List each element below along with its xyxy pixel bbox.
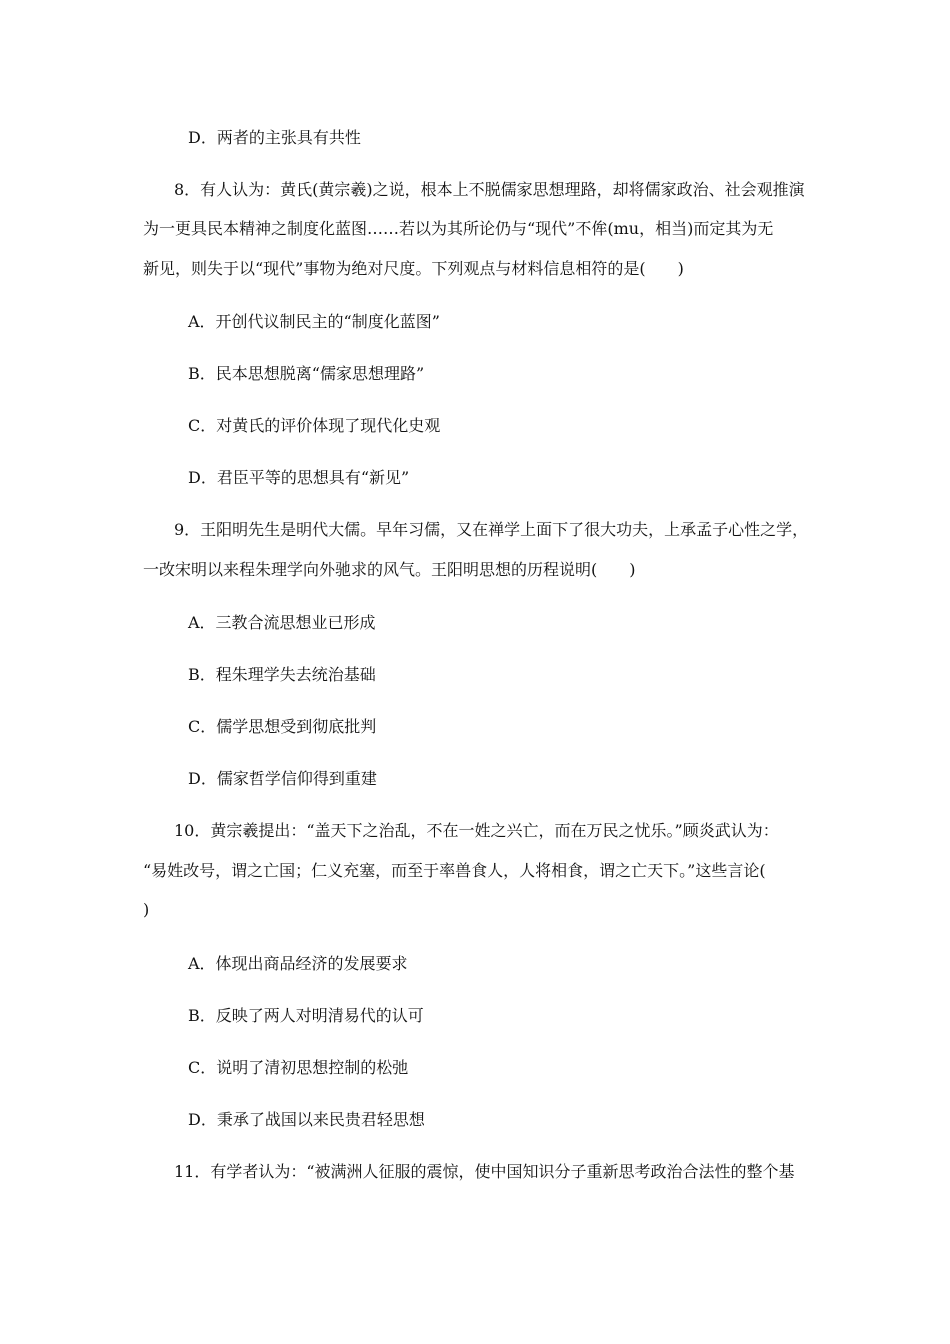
q10-stem-line-2: “易姓改号，谓之亡国；仁义充塞，而至于率兽食人，人将相食，谓之亡天下。”这些言论( xyxy=(143,861,766,880)
q9-option-d: D．儒家哲学信仰得到重建 xyxy=(188,769,377,788)
q7-option-d: D．两者的主张具有共性 xyxy=(188,128,361,147)
q10-option-a: A．体现出商品经济的发展要求 xyxy=(188,954,408,973)
q10-option-b: B．反映了两人对明清易代的认可 xyxy=(188,1006,424,1025)
q8-option-a: A．开创代议制民主的“制度化蓝图” xyxy=(188,312,440,331)
q10-stem-line-1: 10．黄宗羲提出：“盖天下之治乱，不在一姓之兴亡，而在万民之忧乐。”顾炎武认为： xyxy=(174,821,779,840)
q10-option-d: D．秉承了战国以来民贵君轻思想 xyxy=(188,1110,425,1129)
q8-option-d: D．君臣平等的思想具有“新见” xyxy=(188,468,410,487)
q8-stem-line-1: 8．有人认为：黄氏(黄宗羲)之说，根本上不脱儒家思想理路，却将儒家政治、社会观推演 xyxy=(174,180,805,199)
q8-stem-line-3: 新见，则失于以“现代”事物为绝对尺度。下列观点与材料信息相符的是( ) xyxy=(143,259,684,278)
q10-option-c: C．说明了清初思想控制的松弛 xyxy=(188,1058,409,1077)
q9-stem-line-2: 一改宋明以来程朱理学向外驰求的风气。王阳明思想的历程说明( ) xyxy=(143,560,636,579)
q9-option-b: B．程朱理学失去统治基础 xyxy=(188,665,376,684)
q9-stem-line-1: 9．王阳明先生是明代大儒。早年习儒，又在禅学上面下了很大功夫，上承孟子心性之学， xyxy=(174,520,809,539)
q10-stem-line-3: ) xyxy=(143,900,150,919)
q8-option-c: C．对黄氏的评价体现了现代化史观 xyxy=(188,416,441,435)
q9-option-c: C．儒学思想受到彻底批判 xyxy=(188,717,377,736)
q9-option-a: A．三教合流思想业已形成 xyxy=(188,613,376,632)
q11-stem-line-1: 11．有学者认为：“被满洲人征服的震惊，使中国知识分子重新思考政治合法性的整个基 xyxy=(174,1162,795,1181)
q8-option-b: B．民本思想脱离“儒家思想理路” xyxy=(188,364,425,383)
q8-stem-line-2: 为一更具民本精神之制度化蓝图……若以为其所论仍与“现代”不侔(mu，相当)而定其为无 xyxy=(143,219,774,238)
